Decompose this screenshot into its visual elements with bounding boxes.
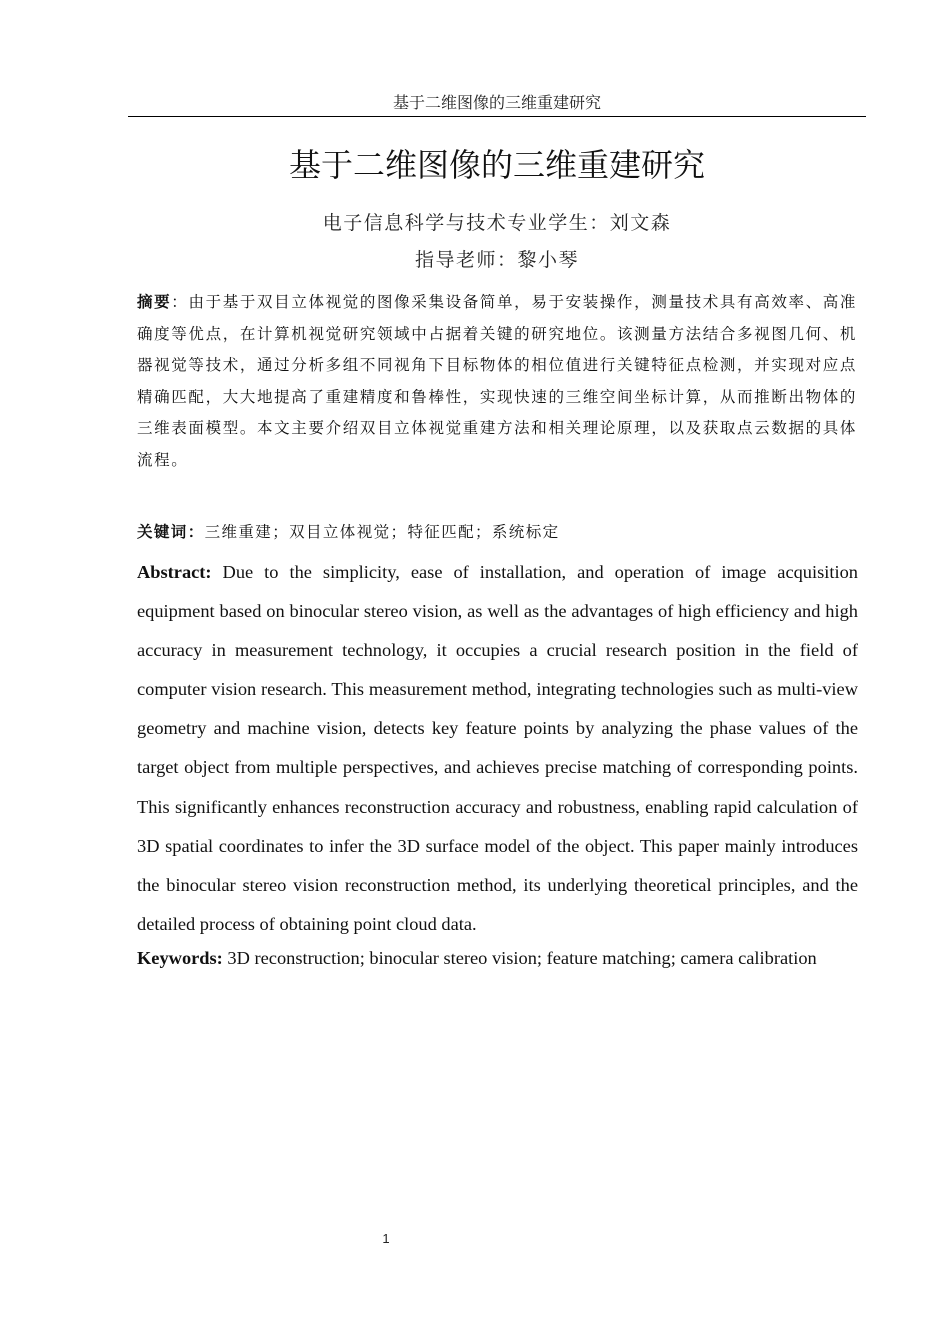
chinese-abstract-text: 由于基于双目立体视觉的图像采集设备简单，易于安装操作，测量技术具有高效率、高准确度等优点，在计算机视觉研究领域中占据着关键的研究地位。该测量方法结合多视图几何、机器视觉等技术，通过分析多组不同视角下目标物体的相位值进行关键特征点检测，并实现对应点精确匹配，大大地提高了重建精度和鲁棒性，实现快速的三维空间坐标计算，从而推断出物体的三维表面模型。本文主要介绍双目立体视觉重建方法和相关理论原理，以及获取点云数据的具体流程。 bbox=[137, 293, 858, 469]
english-abstract-text: Due to the simplicity, ease of installation, and operation of image acquisition equipment based on binocular stereo vision, as well as the advantages of high efficiency and high accuracy in measurement technology, it occupies a crucial research position in the field of computer vision research. This measurement method, integrating technologies such as multi-view geometry and machine vision, detects key feature points by analyzing the phase values of the target object from multiple perspectives, and achieves precise matching of corresponding points. This significantly enhances reconstruction accuracy and robustness, enabling rapid calculation of 3D spatial coordinates to infer the 3D surface model of the object. This paper mainly introduces the binocular stereo vision reconstruction method, its underlying theoretical principles, and the detailed process of obtaining point cloud data. bbox=[137, 562, 858, 934]
paper-title: 基于二维图像的三维重建研究 bbox=[288, 146, 705, 184]
chinese-keywords-label: 关键词： bbox=[137, 522, 205, 541]
chinese-keywords-text: 三维重建；双目立体视觉；特征匹配；系统标定 bbox=[204, 523, 560, 541]
english-keywords-label: Keywords: bbox=[137, 948, 223, 968]
chinese-keywords bbox=[137, 518, 857, 546]
page-number: 1 bbox=[382, 1231, 390, 1246]
advisor-line: 指导老师：黎小琴 bbox=[414, 249, 579, 271]
english-abstract bbox=[137, 553, 858, 944]
author-line: 电子信息科学与技术专业学生：刘文森 bbox=[322, 212, 672, 234]
chinese-abstract-label: 摘要 bbox=[137, 292, 172, 311]
running-header-title: 基于二维图像的三维重建研究 bbox=[392, 93, 601, 112]
running-header bbox=[128, 92, 866, 117]
chinese-abstract bbox=[137, 286, 857, 476]
english-keywords-text: 3D reconstruction; binocular stereo vision; feature matching; camera calibration bbox=[227, 948, 817, 968]
english-keywords bbox=[137, 944, 858, 972]
chinese-abstract-separator: ： bbox=[171, 293, 189, 311]
english-abstract-label: Abstract: bbox=[137, 562, 212, 582]
